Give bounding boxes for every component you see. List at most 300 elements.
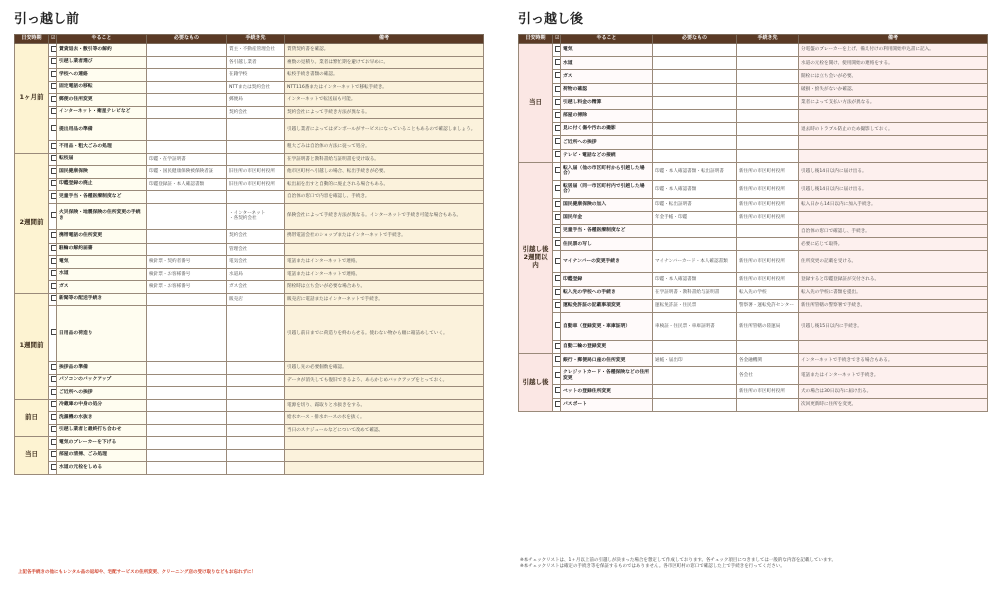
row-where: 新住所の市区町村役所 bbox=[737, 251, 799, 273]
row-task: 転入先の学校への手続き bbox=[561, 286, 653, 299]
row-task: 銀行・郵便局口座の住所変更 bbox=[561, 354, 653, 367]
row-note: 賃貸契約書を確認。 bbox=[285, 44, 484, 57]
row-where bbox=[227, 374, 285, 387]
task-checkbox[interactable] bbox=[555, 167, 561, 173]
task-checkbox[interactable] bbox=[51, 376, 57, 382]
task-checkbox[interactable] bbox=[555, 125, 561, 131]
task-checkbox[interactable] bbox=[555, 86, 561, 92]
row-task: 部屋の清掃、ごみ処理 bbox=[57, 449, 147, 462]
task-checkbox[interactable] bbox=[51, 464, 57, 470]
row-task: 国民健康保険の加入 bbox=[561, 198, 653, 211]
row-need bbox=[147, 362, 227, 375]
row-note: 開栓には立ち会いが必要。 bbox=[799, 70, 988, 83]
row-where: 新住所の市区町村役所 bbox=[737, 198, 799, 211]
task-checkbox[interactable] bbox=[51, 193, 57, 199]
task-checkbox[interactable] bbox=[51, 364, 57, 370]
task-checkbox[interactable] bbox=[51, 232, 57, 238]
row-task: 国民年金 bbox=[561, 211, 653, 224]
after-moving-checklist bbox=[518, 34, 988, 412]
task-checkbox[interactable] bbox=[51, 168, 57, 174]
row-need: 検針票・お客様番号 bbox=[147, 281, 227, 294]
row-note: 販売店に電話またはインターネットで手続き。 bbox=[285, 293, 484, 306]
row-task: 転入届（他の市区町村から引越した場合） bbox=[561, 162, 653, 180]
header-need: 必要なもの bbox=[653, 35, 737, 44]
header-task: やること bbox=[561, 35, 653, 44]
row-task: 水道 bbox=[561, 57, 653, 70]
task-checkbox[interactable] bbox=[51, 329, 57, 335]
row-need bbox=[653, 238, 737, 251]
task-checkbox[interactable] bbox=[555, 258, 561, 264]
row-checkbox-cell bbox=[49, 166, 57, 179]
row-need bbox=[653, 385, 737, 398]
row-where: 新住所の市区町村役所 bbox=[737, 211, 799, 224]
row-task: 挨拶品の準備 bbox=[57, 362, 147, 375]
checklist-header-row bbox=[15, 35, 484, 44]
checklist-row bbox=[15, 243, 484, 256]
row-note: 電話またはインターネットで連絡。 bbox=[285, 256, 484, 269]
row-task: ペットの登録住所変更 bbox=[561, 385, 653, 398]
task-checkbox[interactable] bbox=[51, 71, 57, 77]
row-task: 賃貸退去・敷引等の解約 bbox=[57, 44, 147, 57]
row-note bbox=[285, 462, 484, 475]
row-checkbox-cell bbox=[553, 273, 561, 286]
row-task: パスポート bbox=[561, 398, 653, 411]
header-note: 備考 bbox=[285, 35, 484, 44]
row-checkbox-cell bbox=[553, 385, 561, 398]
row-note: 電源を切り、霜取りと水抜きをする。 bbox=[285, 399, 484, 412]
row-note bbox=[799, 341, 988, 354]
row-note: 転入日から14日以内に加入手続き。 bbox=[799, 198, 988, 211]
row-note: 契約会社によって手続き方法が異なる。 bbox=[285, 106, 484, 119]
row-checkbox-cell bbox=[553, 238, 561, 251]
checklist-row bbox=[519, 211, 988, 224]
row-checkbox-cell bbox=[553, 70, 561, 83]
row-checkbox-cell bbox=[553, 109, 561, 122]
row-task: 電気 bbox=[561, 44, 653, 57]
row-task: ご近所への挨拶 bbox=[561, 136, 653, 149]
row-need: マイナンバーカード・本人確認書類 bbox=[653, 251, 737, 273]
row-checkbox-cell bbox=[553, 149, 561, 162]
row-checkbox-cell bbox=[49, 178, 57, 191]
row-note: NTT116番またはインターネットで移転手続き。 bbox=[285, 81, 484, 94]
row-need bbox=[653, 96, 737, 109]
row-task: 火災保険・地震保険の住所変更の手続き bbox=[57, 203, 147, 229]
row-need bbox=[653, 341, 737, 354]
task-checkbox[interactable] bbox=[51, 295, 57, 301]
task-checkbox[interactable] bbox=[51, 401, 57, 407]
row-checkbox-cell bbox=[553, 354, 561, 367]
checklist-row bbox=[519, 238, 988, 251]
row-need bbox=[147, 293, 227, 306]
row-where bbox=[737, 44, 799, 57]
checklist-row bbox=[519, 136, 988, 149]
row-note: 携帯電話会社のショップまたはインターネットで手続き。 bbox=[285, 229, 484, 243]
row-checkbox-cell bbox=[553, 123, 561, 136]
checklist-header-row bbox=[519, 35, 988, 44]
row-need bbox=[147, 399, 227, 412]
header-where: 手続き先 bbox=[737, 35, 799, 44]
row-checkbox-cell bbox=[49, 119, 57, 141]
checklist-row bbox=[519, 70, 988, 83]
checklist-row bbox=[519, 286, 988, 299]
task-checkbox[interactable] bbox=[51, 426, 57, 432]
header-check: ☑ bbox=[553, 35, 561, 44]
row-checkbox-cell bbox=[553, 57, 561, 70]
row-need bbox=[147, 437, 227, 450]
row-note: 電話またはインターネットで連絡。 bbox=[285, 268, 484, 281]
checklist-row bbox=[15, 229, 484, 243]
task-checkbox[interactable] bbox=[51, 245, 57, 251]
row-note: 犬の場合は30日以内に届け出る。 bbox=[799, 385, 988, 398]
row-need bbox=[147, 229, 227, 243]
row-need bbox=[653, 70, 737, 83]
row-where: 新住所の市区町村役所 bbox=[737, 180, 799, 198]
checklist-row bbox=[15, 437, 484, 450]
row-need: 印鑑・在学証明書 bbox=[147, 153, 227, 166]
row-note: 次回更新時に住所を変更。 bbox=[799, 398, 988, 411]
row-where bbox=[227, 119, 285, 141]
row-checkbox-cell bbox=[49, 256, 57, 269]
after-moving-footnote: ※本チェックリストは、1ヶ月以上前の引越しが決まった場合を想定して作成しております。各チェック項目につきましては一般的な内容を記載しています。 ※本チェックリストは確定の手続き等を保証するものではありません。各市区町村の窓口で確認した上で手続きを行ってください。 bbox=[520, 558, 836, 569]
row-task: ガス bbox=[561, 70, 653, 83]
task-checkbox[interactable] bbox=[555, 387, 561, 393]
task-checkbox[interactable] bbox=[51, 96, 57, 102]
task-checkbox[interactable] bbox=[555, 356, 561, 362]
task-checkbox[interactable] bbox=[51, 143, 57, 149]
row-where bbox=[227, 462, 285, 475]
row-need bbox=[653, 83, 737, 96]
row-task: 引越し業者選び bbox=[57, 56, 147, 69]
row-where bbox=[737, 70, 799, 83]
row-note bbox=[799, 211, 988, 224]
task-checkbox[interactable] bbox=[555, 343, 561, 349]
row-checkbox-cell bbox=[553, 96, 561, 109]
row-task: 児童手当・各種医療制度など bbox=[57, 191, 147, 204]
row-checkbox-cell bbox=[553, 162, 561, 180]
row-need bbox=[147, 81, 227, 94]
row-checkbox-cell bbox=[49, 387, 57, 400]
checklist-row bbox=[15, 306, 484, 362]
task-checkbox[interactable] bbox=[555, 99, 561, 105]
checklist-row bbox=[15, 44, 484, 57]
checklist-row bbox=[519, 44, 988, 57]
row-task: 部屋の掃除 bbox=[561, 109, 653, 122]
row-checkbox-cell bbox=[553, 83, 561, 96]
row-checkbox-cell bbox=[553, 180, 561, 198]
row-checkbox-cell bbox=[49, 362, 57, 375]
row-checkbox-cell bbox=[49, 203, 57, 229]
row-need bbox=[147, 374, 227, 387]
task-checkbox[interactable] bbox=[555, 372, 561, 378]
row-where bbox=[737, 398, 799, 411]
task-checkbox[interactable] bbox=[555, 240, 561, 246]
row-note: 必要に応じて取得。 bbox=[799, 238, 988, 251]
before-moving-panel bbox=[14, 10, 484, 475]
row-checkbox-cell bbox=[553, 299, 561, 312]
row-where: 電気会社 bbox=[227, 256, 285, 269]
row-checkbox-cell bbox=[49, 69, 57, 82]
row-need bbox=[147, 412, 227, 425]
row-checkbox-cell bbox=[49, 106, 57, 119]
period-label: 当日 bbox=[15, 437, 49, 475]
row-need bbox=[147, 449, 227, 462]
row-where bbox=[737, 109, 799, 122]
row-where: 郵便局 bbox=[227, 94, 285, 107]
header-need: 必要なもの bbox=[147, 35, 227, 44]
row-checkbox-cell bbox=[553, 286, 561, 299]
checklist-row bbox=[519, 385, 988, 398]
row-need bbox=[653, 123, 737, 136]
task-checkbox[interactable] bbox=[555, 214, 561, 220]
row-where bbox=[227, 387, 285, 400]
row-checkbox-cell bbox=[553, 225, 561, 238]
task-checkbox[interactable] bbox=[555, 46, 561, 52]
task-checkbox[interactable] bbox=[51, 125, 57, 131]
row-where bbox=[737, 123, 799, 136]
row-note: 転出届を出すと自動的に廃止される場合もある。 bbox=[285, 178, 484, 191]
row-where: 新住所の市区町村役所 bbox=[737, 385, 799, 398]
row-where: 警察署・運転免許センター bbox=[737, 299, 799, 312]
row-note: 退去時のトラブル防止のため撮影しておく。 bbox=[799, 123, 988, 136]
header-check: ☑ bbox=[49, 35, 57, 44]
checklist-row bbox=[15, 94, 484, 107]
row-task: 洗濯機の水抜き bbox=[57, 412, 147, 425]
row-need bbox=[147, 44, 227, 57]
checklist-row bbox=[15, 449, 484, 462]
task-checkbox[interactable] bbox=[555, 59, 561, 65]
row-checkbox-cell bbox=[49, 374, 57, 387]
row-task: 自動車（登録変更・車庫証明） bbox=[561, 313, 653, 341]
header-period: 日安時期 bbox=[519, 35, 553, 44]
row-need: 印鑑・本人確認書類 bbox=[653, 180, 737, 198]
row-note: 当日のスケジュールなどについて改めて確認。 bbox=[285, 424, 484, 437]
row-task: マイナンバーの変更手続き bbox=[561, 251, 653, 273]
row-task: 固定電話の移転 bbox=[57, 81, 147, 94]
row-checkbox-cell bbox=[49, 141, 57, 154]
task-checkbox[interactable] bbox=[51, 389, 57, 395]
row-need bbox=[147, 462, 227, 475]
row-need: 在学証明書・教科書給与証明書 bbox=[653, 286, 737, 299]
row-need bbox=[147, 106, 227, 119]
row-note: 転校手続き書類の確認。 bbox=[285, 69, 484, 82]
task-checkbox[interactable] bbox=[51, 108, 57, 114]
row-where bbox=[737, 96, 799, 109]
row-need bbox=[653, 367, 737, 385]
row-need: 運転免許証・住民票 bbox=[653, 299, 737, 312]
row-note: 引越し後14日以内に届け出る。 bbox=[799, 180, 988, 198]
row-note: 分電盤のブレーカーを上げ、備え付けの利用開始申込書に記入。 bbox=[799, 44, 988, 57]
row-checkbox-cell bbox=[49, 462, 57, 475]
row-where bbox=[227, 412, 285, 425]
row-where: 旧住所の市区町村役所 bbox=[227, 166, 285, 179]
task-checkbox[interactable] bbox=[51, 155, 57, 161]
period-label: 当日 bbox=[519, 44, 553, 163]
checklist-row bbox=[519, 251, 988, 273]
row-task: 印鑑登録の廃止 bbox=[57, 178, 147, 191]
row-where bbox=[227, 306, 285, 362]
row-note: 自治体の窓口で確認し、手続き。 bbox=[799, 225, 988, 238]
row-note: 引越し前日までに荷造りを終わらせる。使わない物から順に箱詰めしていく。 bbox=[285, 306, 484, 362]
checklist-row bbox=[519, 162, 988, 180]
checklist-row bbox=[15, 81, 484, 94]
checklist-row bbox=[519, 96, 988, 109]
checklist-row bbox=[519, 354, 988, 367]
task-checkbox[interactable] bbox=[555, 275, 561, 281]
row-note: 保険会社によって手続き方法が異なる。インターネットで手続き可能な場合もある。 bbox=[285, 203, 484, 229]
row-note: 引越し後15日以内に手続き。 bbox=[799, 313, 988, 341]
row-note bbox=[285, 437, 484, 450]
row-where: 水道局 bbox=[227, 268, 285, 281]
row-task: 運転免許証の記載事項変更 bbox=[561, 299, 653, 312]
checklist-row bbox=[15, 362, 484, 375]
task-checkbox[interactable] bbox=[555, 227, 561, 233]
row-where: 契約会社 bbox=[227, 229, 285, 243]
row-checkbox-cell bbox=[49, 399, 57, 412]
row-task: 見に付く傷や汚れの撮影 bbox=[561, 123, 653, 136]
task-checkbox[interactable] bbox=[51, 58, 57, 64]
row-need bbox=[653, 398, 737, 411]
row-where: NTTまたは契約会社 bbox=[227, 81, 285, 94]
task-checkbox[interactable] bbox=[555, 401, 561, 407]
row-need bbox=[147, 387, 227, 400]
task-checkbox[interactable] bbox=[51, 212, 57, 218]
row-need: 年金手帳・印鑑 bbox=[653, 211, 737, 224]
row-where bbox=[227, 437, 285, 450]
row-task: ガス bbox=[57, 281, 147, 294]
task-checkbox[interactable] bbox=[555, 322, 561, 328]
row-where bbox=[737, 149, 799, 162]
row-note: 他市区町村へ引越しの場合、転出手続きが必要。 bbox=[285, 166, 484, 179]
row-task: パソコンのバックアップ bbox=[57, 374, 147, 387]
checklist-row bbox=[519, 149, 988, 162]
period-label: 前日 bbox=[15, 399, 49, 437]
task-checkbox[interactable] bbox=[555, 302, 561, 308]
task-checkbox[interactable] bbox=[51, 414, 57, 420]
row-note: 粗大ごみは自治体の方法に従って処分。 bbox=[285, 141, 484, 154]
row-where: 各会社 bbox=[737, 367, 799, 385]
before-moving-title: 引っ越し前 bbox=[14, 12, 80, 27]
row-where: ・インターネット ・各契約会社 bbox=[227, 203, 285, 229]
row-checkbox-cell bbox=[49, 243, 57, 256]
row-checkbox-cell bbox=[553, 341, 561, 354]
row-need: 通帳・届出印 bbox=[653, 354, 737, 367]
row-checkbox-cell bbox=[49, 56, 57, 69]
row-task: 郵便の住所変更 bbox=[57, 94, 147, 107]
row-task: 新聞等の配送手続き bbox=[57, 293, 147, 306]
row-task: 自動二輪の登録変更 bbox=[561, 341, 653, 354]
row-need: 印鑑・国民健康保険被保険者証 bbox=[147, 166, 227, 179]
row-need bbox=[147, 243, 227, 256]
checklist-row bbox=[15, 203, 484, 229]
row-task: 児童手当・各種医療制度など bbox=[561, 225, 653, 238]
checklist-row bbox=[15, 424, 484, 437]
row-task: クレジットカード・各種保険などの住所変更 bbox=[561, 367, 653, 385]
checklist-row bbox=[15, 166, 484, 179]
task-checkbox[interactable] bbox=[555, 185, 561, 191]
row-need bbox=[653, 149, 737, 162]
row-need bbox=[147, 69, 227, 82]
row-checkbox-cell bbox=[49, 281, 57, 294]
task-checkbox[interactable] bbox=[51, 83, 57, 89]
row-note: インターネットで手続きできる場合もある。 bbox=[799, 354, 988, 367]
task-checkbox[interactable] bbox=[555, 138, 561, 144]
row-need bbox=[653, 57, 737, 70]
row-task: 駐輪の解約届書 bbox=[57, 243, 147, 256]
row-task: 水道 bbox=[57, 268, 147, 281]
row-checkbox-cell bbox=[553, 44, 561, 57]
row-checkbox-cell bbox=[553, 136, 561, 149]
checklist-row bbox=[15, 387, 484, 400]
checklist-row bbox=[15, 69, 484, 82]
row-note: 引越し先の必要個数を確認。 bbox=[285, 362, 484, 375]
task-checkbox[interactable] bbox=[51, 451, 57, 457]
task-checkbox[interactable] bbox=[51, 283, 57, 289]
header-period: 日安時期 bbox=[15, 35, 49, 44]
row-checkbox-cell bbox=[49, 424, 57, 437]
row-note: 破損・紛失がないか確認。 bbox=[799, 83, 988, 96]
row-task: テレビ・電話などの接続 bbox=[561, 149, 653, 162]
checklist-row bbox=[519, 299, 988, 312]
row-where bbox=[227, 141, 285, 154]
row-task: 転校届 bbox=[57, 153, 147, 166]
task-checkbox[interactable] bbox=[51, 258, 57, 264]
header-note: 備考 bbox=[799, 35, 988, 44]
checklist-row bbox=[519, 367, 988, 385]
period-label: 引越し後2週間以内 bbox=[519, 162, 553, 354]
row-task: 学校への連絡 bbox=[57, 69, 147, 82]
row-note: 転入先の学校に書類を提出。 bbox=[799, 286, 988, 299]
row-where: 新住所管轄の陸運局 bbox=[737, 313, 799, 341]
task-checkbox[interactable] bbox=[555, 201, 561, 207]
task-checkbox[interactable] bbox=[555, 72, 561, 78]
task-checkbox[interactable] bbox=[51, 270, 57, 276]
row-checkbox-cell bbox=[49, 437, 57, 450]
row-checkbox-cell bbox=[49, 306, 57, 362]
row-checkbox-cell bbox=[49, 412, 57, 425]
task-checkbox[interactable] bbox=[51, 439, 57, 445]
row-where: 各金融機関 bbox=[737, 354, 799, 367]
row-where bbox=[737, 83, 799, 96]
row-where bbox=[737, 136, 799, 149]
row-checkbox-cell bbox=[49, 229, 57, 243]
row-need bbox=[147, 424, 227, 437]
task-checkbox[interactable] bbox=[51, 46, 57, 52]
row-need bbox=[147, 203, 227, 229]
row-note: 電話またはインターネットで手続き。 bbox=[799, 367, 988, 385]
row-task: 提出用品の準備 bbox=[57, 119, 147, 141]
task-checkbox[interactable] bbox=[555, 289, 561, 295]
row-task: 住民票の写し bbox=[561, 238, 653, 251]
row-task: 転居届（同一市区町村内で引越した場合） bbox=[561, 180, 653, 198]
row-where: 在籍学校 bbox=[227, 69, 285, 82]
row-note: 登録すると印鑑登録証が交付される。 bbox=[799, 273, 988, 286]
task-checkbox[interactable] bbox=[555, 151, 561, 157]
row-checkbox-cell bbox=[553, 198, 561, 211]
row-checkbox-cell bbox=[49, 94, 57, 107]
row-note bbox=[285, 387, 484, 400]
row-checkbox-cell bbox=[49, 153, 57, 166]
row-task: 不用品・粗大ごみの処理 bbox=[57, 141, 147, 154]
task-checkbox[interactable] bbox=[555, 112, 561, 118]
row-note bbox=[799, 149, 988, 162]
task-checkbox[interactable] bbox=[51, 180, 57, 186]
row-where: 新住所の市区町村役所 bbox=[737, 162, 799, 180]
checklist-row bbox=[519, 225, 988, 238]
row-task: ご近所への挨拶 bbox=[57, 387, 147, 400]
checklist-row bbox=[15, 141, 484, 154]
row-task: 引越し料金の精算 bbox=[561, 96, 653, 109]
row-checkbox-cell bbox=[553, 398, 561, 411]
